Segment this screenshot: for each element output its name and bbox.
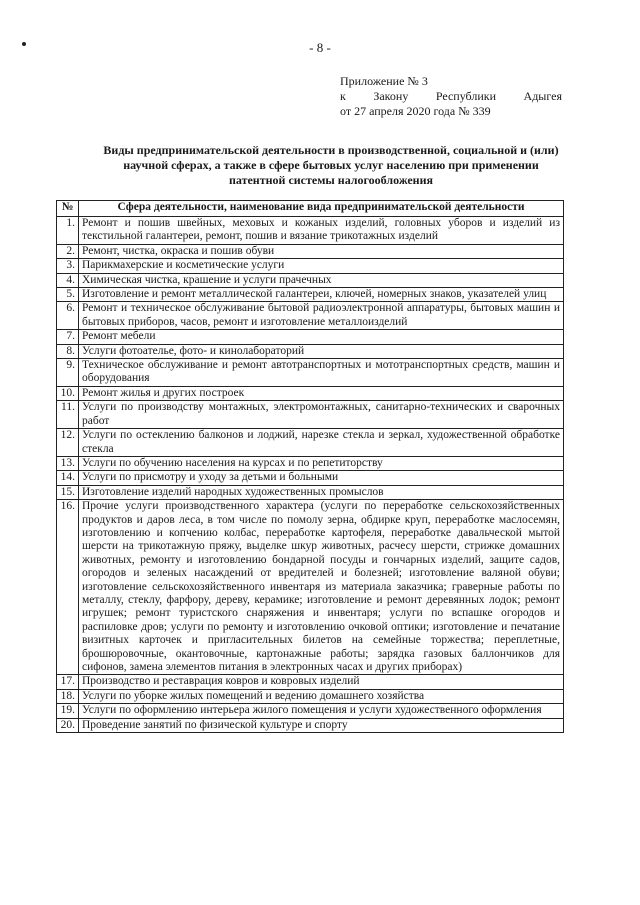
table-row [57,302,564,330]
page-number: - 8 - [309,40,331,55]
table-row [57,718,564,732]
row-activity: Услуги фотоателье, фото- и кинолабораторий [79,344,564,358]
row-activity: Услуги по остеклению балконов и лоджий, нарезке стекла и зеркал, художественной обработке стекла [79,429,564,457]
row-activity: Проведение занятий по физической культуре и спорту [79,718,564,732]
row-number: 2. [57,244,79,258]
row-activity: Услуги по оформлению интерьера жилого помещения и услуги художественного оформления [79,704,564,718]
table-row [57,344,564,358]
row-number: 7. [57,330,79,344]
appendix-word: Адыгея [523,89,562,103]
appendix-word: Закону [373,89,409,103]
appendix-line-1: Приложение № 3 [340,74,428,88]
table-row [57,429,564,457]
row-number: 19. [57,704,79,718]
table-row [57,456,564,470]
row-number: 18. [57,689,79,703]
table-row [57,259,564,273]
row-number: 14. [57,471,79,485]
table-row [57,273,564,287]
header-number: № [57,201,79,217]
row-activity: Услуги по уборке жилых помещений и ведению домашнего хозяйства [79,689,564,703]
row-number: 11. [57,401,79,429]
row-activity: Ремонт мебели [79,330,564,344]
row-activity: Прочие услуги производственного характера (услуги по переработке сельскохозяйственных продуктов и даров леса, в том числе по помолу зерна, обдирке круп, переработке маслосемян, изготовлению и копчению колбас, переработке картофеля, переработке давальческой мытой шерсти на трикотажную пряжу, выделке шкур животных, расчесу шерсти, стрижке домашних животных, ремонту и изготовлению бондарной посуды и гончарных изделий, защите садов, огородов и зеленых насаждений от вредителей и болезней; изготовление валяной обуви; изготовление сельскохозяйственного инвентаря из материала заказчика; граверные работы по металлу, стеклу, фарфору, дереву, керамике; изготовление и ремонт деревянных лодок; ремонт игрушек; ремонт туристского снаряжения и инвентаря; услуги по вспашке огородов и распиловке дров; услуги по ремонту и изготовлению очковой оптики; изготовление и печатание визитных карточек и пригласительных билетов на семейные торжества; переплетные, брошюровочные, окантовочные, картонажные работы; зарядка газовых баллончиков для сифонов, замена элементов питания в электронных часах и других приборах) [79,500,564,675]
row-activity: Техническое обслуживание и ремонт автотранспортных и мототранспортных средств, машин и оборудования [79,359,564,387]
table-row [57,244,564,258]
table-row [57,471,564,485]
row-number: 3. [57,259,79,273]
table-row [57,704,564,718]
table-row [57,217,564,245]
row-number: 4. [57,273,79,287]
table-row [57,386,564,400]
row-number: 12. [57,429,79,457]
row-number: 13. [57,456,79,470]
appendix-word: к [340,89,346,103]
row-activity: Ремонт и техническое обслуживание бытовой радиоэлектронной аппаратуры, бытовых машин и бытовых приборов, часов, ремонт и изготовление металлоизделий [79,302,564,330]
table-row [57,288,564,302]
row-activity: Услуги по производству монтажных, электромонтажных, санитарно-технических и сварочных работ [79,401,564,429]
row-activity: Производство и реставрация ковров и ковровых изделий [79,675,564,689]
appendix-line-2 [340,89,562,104]
activities-table [56,200,564,733]
header-activity: Сфера деятельности, наименование вида предпринимательской деятельности [79,201,564,217]
table-row [57,359,564,387]
row-activity: Услуги по присмотру и уходу за детьми и больными [79,471,564,485]
table-row [57,330,564,344]
row-number: 15. [57,485,79,499]
row-activity: Изготовление и ремонт металлической галантереи, ключей, номерных знаков, указателей улиц [79,288,564,302]
row-number: 1. [57,217,79,245]
row-activity: Парикмахерские и косметические услуги [79,259,564,273]
row-activity: Химическая чистка, крашение и услуги прачечных [79,273,564,287]
row-number: 9. [57,359,79,387]
row-number: 20. [57,718,79,732]
appendix-line-3: от 27 апреля 2020 года № 339 [340,104,491,118]
row-number: 5. [57,288,79,302]
row-activity: Ремонт, чистка, окраска и пошив обуви [79,244,564,258]
table-row [57,675,564,689]
table-row [57,689,564,703]
appendix-word: Республики [435,89,497,103]
appendix-block [340,74,562,119]
row-number: 16. [57,500,79,675]
table-row [57,401,564,429]
table-row [57,485,564,499]
row-number: 10. [57,386,79,400]
row-activity: Изготовление изделий народных художественных промыслов [79,485,564,499]
row-activity: Услуги по обучению населения на курсах и по репетиторству [79,456,564,470]
document-title: Виды предпринимательской деятельности в производственной, социальной и (или) научной сферах, а также в сфере бытовых услуг населению при применении патентной системы налогообложения [103,143,559,187]
row-number: 8. [57,344,79,358]
row-number: 6. [57,302,79,330]
row-activity: Ремонт жилья и других построек [79,386,564,400]
table-header-row [57,201,564,217]
row-activity: Ремонт и пошив швейных, меховых и кожаных изделий, головных уборов и изделий из текстильной галантереи, ремонт, пошив и вязание трикотажных изделий [79,217,564,245]
table-row [57,500,564,675]
row-number: 17. [57,675,79,689]
